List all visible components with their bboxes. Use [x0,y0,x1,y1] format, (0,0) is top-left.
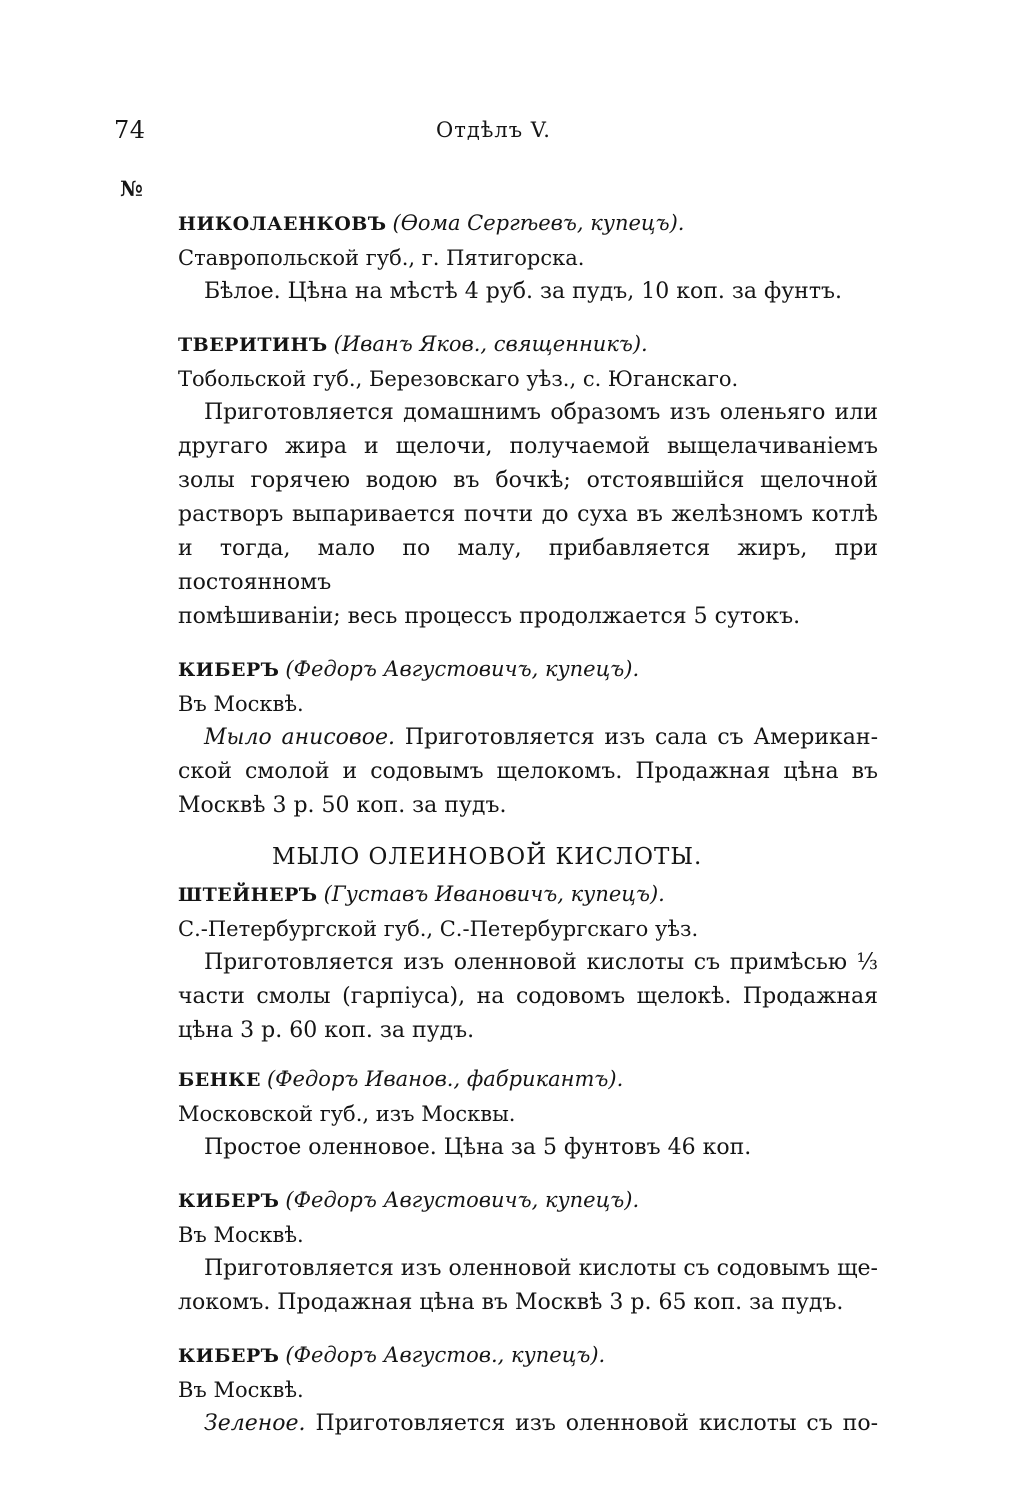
number-sign: № [120,176,143,201]
entry-place: Въ Москвѣ. [178,1378,304,1402]
entry-surname: ШТЕЙНЕРЪ [178,884,318,906]
entry-surname: КИБЕРЪ [178,659,280,681]
entry-description-line [178,1407,878,1441]
entry-heading [178,327,878,362]
entry-description-line: другаго жира и щелочи, получаемой выщелачиваніемъ [178,434,878,459]
entry-place: С.-Петербургской губ., С.-Петербургскаго уѣз. [178,917,699,941]
entry-description-line: помѣшиваніи; весь процессъ продолжается 5 сутокъ. [178,604,801,629]
entry-details: (Иванъ Яков., священникъ). [333,332,648,356]
page-number: 74 [114,116,146,144]
product-name: Мыло анисовое. [204,725,395,750]
entry-description-line: Приготовляется изъ оленновой кислоты съ примѣсью ⅓ [204,950,878,975]
entry-description-line: золы горячею водою въ бочкѣ; отстоявшійся щелочной [178,468,878,493]
running-head: Отдѣлъ V. [436,118,551,142]
entry-description-line [178,721,878,755]
entry-details: (Федоръ Августовичъ, купецъ). [285,657,640,681]
entry-kiber-3 [178,1338,878,1441]
entry-details: (Федоръ Августов., купецъ). [285,1343,606,1367]
entry-heading [178,1183,878,1218]
entry-surname: ТВЕРИТИНЪ [178,334,328,356]
description-text: Приготовляется изъ оленновой кислоты съ по- [315,1411,878,1436]
entry-place: Въ Москвѣ. [178,1223,304,1247]
entry-surname: КИБЕРЪ [178,1345,280,1367]
entry-place: Московской губ., изъ Москвы. [178,1102,516,1126]
entry-kiber-1 [178,652,878,823]
product-name: Зеленое. [204,1411,306,1436]
entry-description-line: и тогда, мало по малу, прибавляется жиръ, при постоянномъ [178,536,878,595]
entry-description-line: Москвѣ 3 р. 50 коп. за пудъ. [178,793,507,818]
entry-benke [178,1062,878,1165]
entry-tveritin [178,327,878,634]
entry-description: Простое оленновое. Цѣна за 5 фунтовъ 46 коп. [204,1135,752,1160]
entry-nikolaenkov [178,206,878,309]
entry-surname: КИБЕРЪ [178,1190,280,1212]
description-text: Приготовляется изъ сала съ Американ- [404,725,878,750]
entry-heading [178,652,878,687]
entry-description-line: части смолы (гарпіуса), на содовомъ щелокѣ. Продажная [178,984,878,1009]
page-body [178,206,878,1441]
entry-heading [178,1338,878,1373]
entry-surname: БЕНКЕ [178,1069,261,1091]
entry-heading [178,206,878,241]
entry-details: (Федоръ Иванов., фабрикантъ). [266,1067,624,1091]
entry-surname: НИКОЛАЕНКОВЪ [178,213,387,235]
entry-place: Тобольской губ., Березовскаго уѣз., с. Юганскаго. [178,367,739,391]
entry-description-line: локомъ. Продажная цѣна въ Москвѣ 3 р. 65 коп. за пудъ. [178,1290,844,1315]
entry-heading [178,1062,878,1097]
entry-description-line: Приготовляется изъ оленновой кислоты съ содовымъ ще- [204,1256,878,1281]
entry-place: Ставропольской губ., г. Пятигорска. [178,246,585,270]
entry-details: (Федоръ Августовичъ, купецъ). [285,1188,640,1212]
entry-kiber-2 [178,1183,878,1320]
entry-description-line: растворъ выпаривается почти до суха въ желѣзномъ котлѣ [178,502,878,527]
entry-description-line: цѣна 3 р. 60 коп. за пудъ. [178,1018,475,1043]
entry-description-line: Приготовляется домашнимъ образомъ изъ оленьяго или [204,400,878,425]
entry-description-line: ской смолой и содовымъ щелокомъ. Продажная цѣна въ [178,759,878,784]
entry-shteiner [178,877,878,1048]
entry-place: Въ Москвѣ. [178,692,304,716]
entry-heading [178,877,878,912]
entry-details: (Густавъ Ивановичъ, купецъ). [323,882,665,906]
entry-details: (Ѳома Сергѣевъ, купецъ). [392,211,685,235]
section-title: МЫЛО ОЛЕИНОВОЙ КИСЛОТЫ. [272,844,703,870]
entry-description: Бѣлое. Цѣна на мѣстѣ 4 руб. за пудъ, 10 коп. за фунтъ. [204,279,843,304]
